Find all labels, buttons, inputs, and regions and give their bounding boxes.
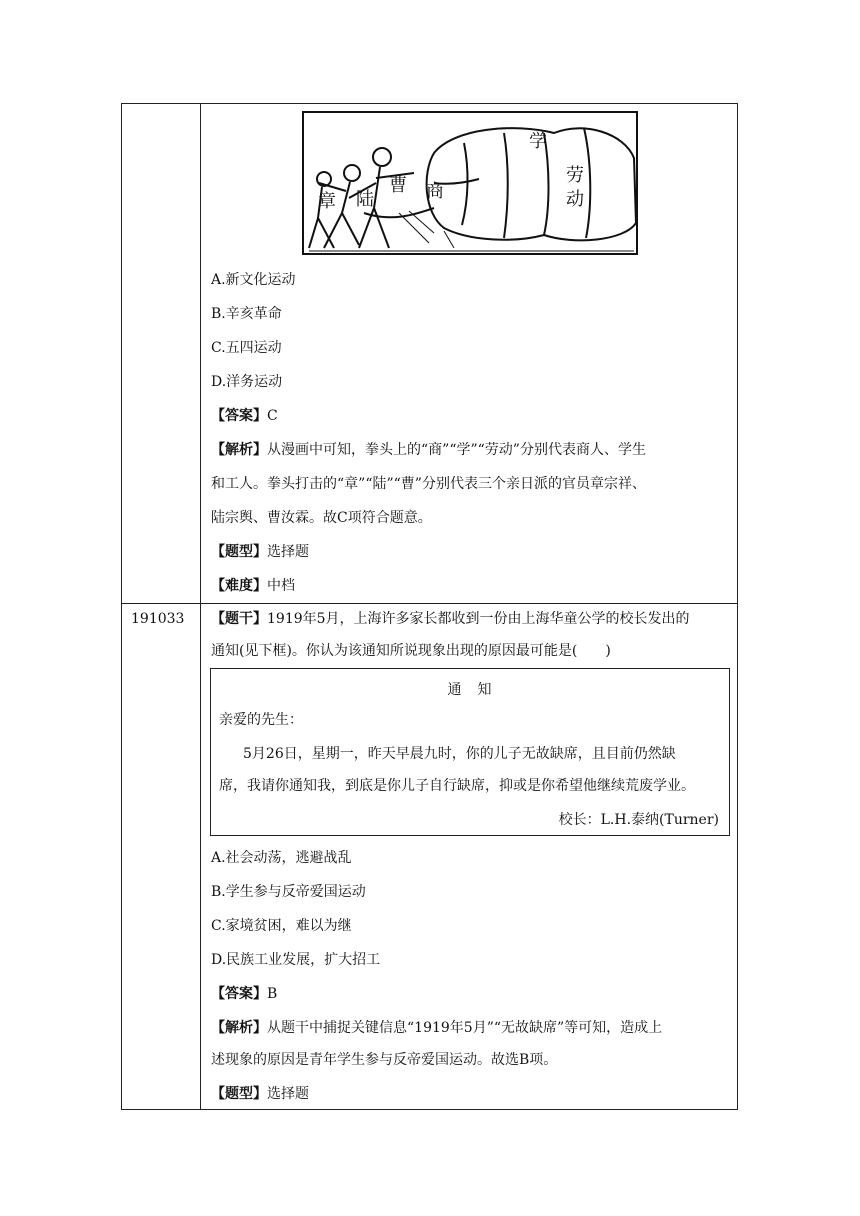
- option-c-2: C.家境贫困，难以为继: [211, 918, 352, 934]
- option-d: D.洋务运动: [211, 374, 283, 390]
- question-id: 191033: [131, 611, 185, 627]
- type-value-2: 选择题: [267, 1086, 309, 1102]
- option-d-2: D.民族工业发展，扩大招工: [211, 952, 381, 968]
- analysis-line-2: 和工人。拳头打击的“章”“陆”“曹”分别代表三个亲日派的官员章宗祥、: [211, 476, 646, 492]
- difficulty-value: 中档: [267, 578, 295, 594]
- type-tag-2: 【题型】: [211, 1086, 267, 1102]
- label-cao: 曹: [389, 175, 407, 196]
- type-value: 选择题: [267, 544, 309, 560]
- label-shang: 商: [426, 181, 444, 202]
- stem-text-1: 1919年5月，上海许多家长都收到一份由上海华童公学的校长发出的: [267, 611, 690, 627]
- analysis-line-1: [211, 439, 646, 461]
- notice-body-1: 5月26日，星期一，昨天早晨九时，你的儿子无故缺席，且目前仍然缺: [243, 746, 676, 762]
- label-zhang: 章: [318, 191, 336, 212]
- difficulty-tag: 【难度】: [211, 578, 267, 594]
- cartoon-drawing: [304, 113, 638, 255]
- stem-line-1: [211, 608, 690, 630]
- stem-line-2: 通知(见下框)。你认为该通知所说现象出现的原因最可能是( ): [211, 643, 611, 659]
- difficulty-line: [211, 575, 295, 597]
- answer-line: [211, 405, 278, 427]
- label-laodong-1: 劳: [566, 165, 584, 186]
- column-divider: [200, 103, 201, 1110]
- option-a-2: A.社会动荡，逃避战乱: [211, 850, 352, 866]
- option-b-2: B.学生参与反帝爱国运动: [211, 884, 366, 900]
- option-b: B.辛亥革命: [211, 306, 282, 322]
- type-line: [211, 541, 309, 563]
- analysis-text-2-1: 从题干中捕捉关键信息“1919年5月”“无故缺席”等可知，造成上: [267, 1020, 663, 1036]
- analysis-line-3: 陆宗舆、曹汝霖。故C项符合题意。: [211, 510, 432, 526]
- type-tag: 【题型】: [211, 544, 267, 560]
- analysis-line-2-2: 述现象的原因是青年学生参与反帝爱国运动。故选B项。: [211, 1052, 558, 1068]
- type-line-2: [211, 1083, 309, 1105]
- notice-box: [210, 668, 730, 836]
- label-lu: 陆: [356, 189, 374, 210]
- label-laodong-2: 动: [566, 189, 584, 210]
- answer-value: C: [267, 408, 278, 424]
- notice-body-2: 席，我请你通知我，到底是你儿子自行缺席，抑或是你希望他继续荒废学业。: [219, 778, 695, 794]
- analysis-tag: 【解析】: [211, 442, 267, 458]
- row-divider: [121, 603, 738, 604]
- label-xue: 学: [529, 131, 547, 152]
- answer-tag-2: 【答案】: [211, 986, 267, 1002]
- stem-tag: 【题干】: [211, 611, 267, 627]
- analysis-tag-2: 【解析】: [211, 1020, 267, 1036]
- option-a: A.新文化运动: [211, 272, 296, 288]
- analysis-line-2-1: [211, 1017, 662, 1039]
- answer-line-2: [211, 983, 277, 1005]
- answer-tag: 【答案】: [211, 408, 267, 424]
- option-c: C.五四运动: [211, 340, 282, 356]
- notice-salutation: 亲爱的先生：: [219, 712, 303, 728]
- notice-title: 通 知: [447, 682, 493, 698]
- analysis-text-1: 从漫画中可知，拳头上的“商”“学”“劳动”分别代表商人、学生: [267, 442, 646, 458]
- notice-signature: 校长：L.H.泰纳(Turner): [558, 812, 719, 828]
- answer-value-2: B: [267, 986, 278, 1002]
- cartoon-image: [302, 111, 638, 255]
